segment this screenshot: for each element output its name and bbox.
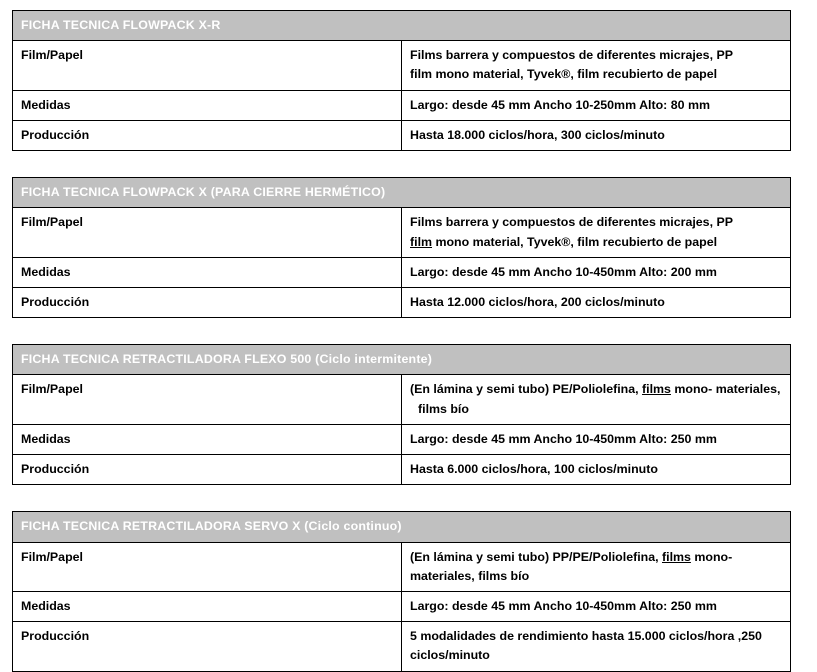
spec-table: [12, 10, 791, 151]
table-title: FICHA TECNICA RETRACTILADORA FLEXO 500 (Ciclo intermitente): [13, 345, 791, 375]
table-title: FICHA TECNICA RETRACTILADORA SERVO X (Ciclo continuo): [13, 512, 791, 542]
spec-block: [0, 511, 817, 671]
table-row: [13, 208, 791, 257]
row-value: [402, 591, 791, 621]
table-header-row: [13, 178, 791, 208]
value-line-underlined: film mono material, Tyvek®, film recubierto de papel: [410, 234, 718, 249]
row-value: [402, 41, 791, 90]
table-title: FICHA TECNICA FLOWPACK X-R: [13, 11, 791, 41]
underlined-word: films: [662, 549, 691, 564]
row-label: Producción: [13, 455, 402, 485]
value-line: Hasta 6.000 ciclos/hora, 100 ciclos/minuto: [410, 462, 658, 477]
underlined-word: films: [642, 382, 671, 397]
spec-block: [0, 344, 817, 511]
value-line: Largo: desde 45 mm Ancho 10-450mm Alto: 250 mm: [410, 431, 717, 446]
value-line: Largo: desde 45 mm Ancho 10-450mm Alto: 250 mm: [410, 598, 717, 613]
value-line-underlined: (En lámina y semi tubo) PP/PE/Poliolefina, films mono-: [410, 549, 733, 564]
row-label: Producción: [13, 120, 402, 150]
table-row: [13, 542, 791, 591]
table-row: [13, 120, 791, 150]
spec-table: [12, 344, 791, 485]
block-spacer: [0, 151, 817, 177]
table-header-row: [13, 512, 791, 542]
value-line: Hasta 18.000 ciclos/hora, 300 ciclos/minuto: [410, 127, 665, 142]
table-header-row: [13, 345, 791, 375]
spec-block: [0, 177, 817, 344]
row-label: Film/Papel: [13, 375, 402, 424]
value-line: Hasta 12.000 ciclos/hora, 200 ciclos/minuto: [410, 294, 665, 309]
value-line: Largo: desde 45 mm Ancho 10-450mm Alto: 200 mm: [410, 264, 717, 279]
row-value: [402, 455, 791, 485]
spec-table: [12, 511, 791, 671]
table-row: [13, 287, 791, 317]
row-value: [402, 375, 791, 424]
table-row: [13, 41, 791, 90]
value-line: Largo: desde 45 mm Ancho 10-250mm Alto: 80 mm: [410, 97, 710, 112]
row-value: [402, 542, 791, 591]
row-value: [402, 120, 791, 150]
value-line: 5 modalidades de rendimiento hasta 15.000 ciclos/hora ,250: [410, 629, 762, 644]
value-line: film mono material, Tyvek®, film recubierto de papel: [410, 67, 718, 82]
row-label: Producción: [13, 622, 402, 671]
row-value: [402, 424, 791, 454]
table-title: FICHA TECNICA FLOWPACK X (PARA CIERRE HERMÉTICO): [13, 178, 791, 208]
row-value: [402, 287, 791, 317]
row-value: [402, 257, 791, 287]
block-spacer: [0, 318, 817, 344]
table-row: [13, 591, 791, 621]
value-line-underlined: (En lámina y semi tubo) PE/Poliolefina, films mono- materiales,: [410, 382, 781, 397]
row-label: Film/Papel: [13, 542, 402, 591]
value-line: Films barrera y compuestos de diferentes micrajes, PP: [410, 215, 733, 230]
row-label: Film/Papel: [13, 208, 402, 257]
row-value: [402, 90, 791, 120]
row-label: Medidas: [13, 257, 402, 287]
row-label: Producción: [13, 287, 402, 317]
spec-table: [12, 177, 791, 318]
spec-block: [0, 10, 817, 177]
table-header-row: [13, 11, 791, 41]
row-label: Film/Papel: [13, 41, 402, 90]
underlined-word: film: [410, 234, 433, 249]
table-row: [13, 424, 791, 454]
table-row: [13, 375, 791, 424]
value-line: Films barrera y compuestos de diferentes micrajes, PP: [410, 48, 733, 63]
value-line: materiales, films bío: [410, 568, 530, 583]
table-row: [13, 622, 791, 671]
block-spacer: [0, 485, 817, 511]
value-line: ciclos/minuto: [410, 648, 490, 663]
row-label: Medidas: [13, 591, 402, 621]
row-value: [402, 208, 791, 257]
row-label: Medidas: [13, 424, 402, 454]
table-row: [13, 455, 791, 485]
top-padding: [0, 0, 817, 10]
row-value: [402, 622, 791, 671]
row-label: Medidas: [13, 90, 402, 120]
table-row: [13, 257, 791, 287]
value-line: films bío: [418, 401, 469, 416]
table-row: [13, 90, 791, 120]
